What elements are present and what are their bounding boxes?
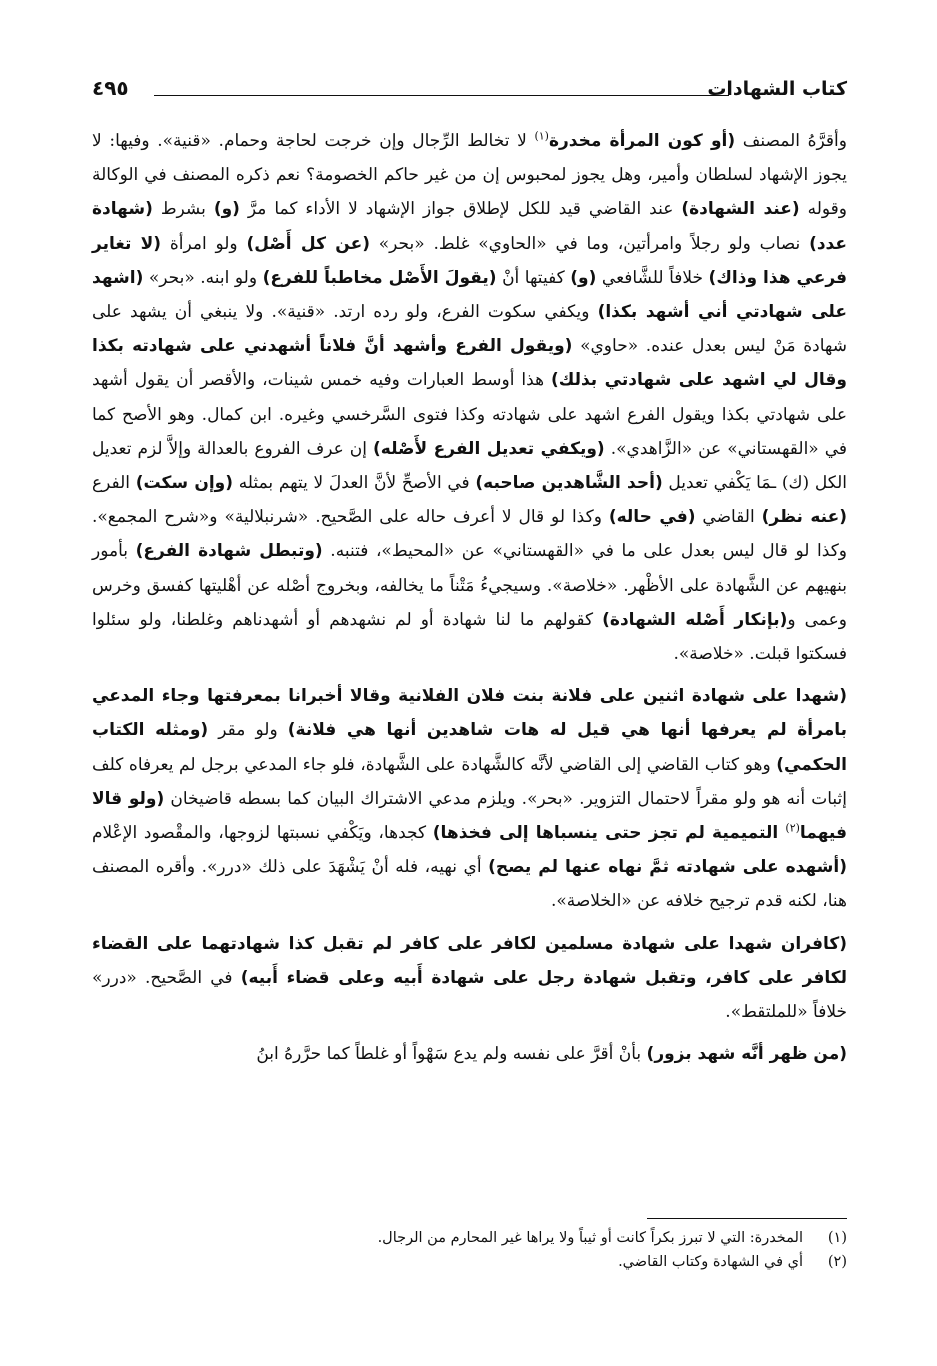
text-run: إن عرف الفروع بالعدالة وإلاَّ لزم تعديل الكل (ك) ـمَا يَكْفي تعديل: [92, 438, 847, 494]
text-run: أي نهيه، فله أنْ يَشْهَدَ على ذلك «درر». وأقره المصنف هنا، لكنه قدم ترجيح خلافه عن «الخلاصة».: [92, 857, 847, 912]
matn-text: (اشهد على شهادتي أني أشهد بكذا): [92, 267, 847, 323]
matn-text: (أو كون المرأة مخدرة: [548, 131, 736, 151]
text-run: بأنْ أقرَّ على نفسه ولم يدع سَهْواً أو غلطاً كما حرَّرهُ ابنُ: [256, 1044, 647, 1065]
matn-text: (وإن سكت): [135, 473, 233, 494]
matn-text: (و): [570, 267, 597, 288]
matn-text: (كافران شهدا على شهادة مسلمين لكافر على كافر لم تقبل كذا شهادتهما على القضاء لكافر على كافر، وتقبل شهادة رجل على شهادة أَبيه وعلى قضاء أَبيه): [92, 933, 847, 988]
footnote: [147, 1250, 847, 1274]
text-run: في الأصحِّ لأنَّ العدلَ لا يتهم بمثله: [233, 473, 476, 494]
matn-text: (شهدا على شهادة اثنين على فلانة بنت فلان الفلانية وقالا أخبرانا بمعرفتها وجاء المدعي بامرأة لم يعرفها أنها هي قيل له هات شاهدين أنها هي فلانة): [92, 686, 848, 741]
text-run: ولو مقر: [208, 720, 288, 741]
text-run: الفرع: [92, 473, 136, 494]
footnote-ref: (١): [534, 129, 549, 143]
footnote-number: (١): [827, 1230, 847, 1246]
paragraph-2: [92, 679, 847, 918]
matn-text: (بإنكار أَصْله الشهادة): [602, 609, 788, 630]
text-run: وأقرَّهُ المصنف: [735, 131, 847, 151]
matn-text: (أحد الشَّاهدين صاحبه): [475, 473, 663, 494]
footnote-ref: (٢): [785, 821, 800, 835]
matn-text: (عند الشهادة): [681, 199, 800, 220]
text-run: كفيتها أنْ: [496, 267, 571, 288]
footnote-rule: [647, 1218, 847, 1219]
footnote-text: أي في الشهادة وكتاب القاضي.: [618, 1254, 803, 1270]
text-run: في الصَّحيح. «درر» خلافاً «للملتقط».: [92, 967, 847, 1023]
text-run: خلافاً للشَّافعي: [596, 267, 709, 288]
matn-text: التميمية لم تجز حتى ينسباها إلى فخذها): [432, 823, 786, 844]
matn-text: (من ظهر أنَّه شهد بزور): [646, 1044, 847, 1065]
footnote-number: (٢): [827, 1254, 847, 1270]
matn-text: (يقولَ الأَصْل مخاطباً للفرع): [262, 267, 497, 288]
text-run: لا تخالط الرِّجال وإن خرجت لحاجة وحمام. «قنية». وفيها: لا يجوز الإشهاد لسلطان وأمير، وهل يجوز لمحبوس إن من غير حاكم الخصومة؟ نعم ذكره المصنف في الوكالة وقوله: [92, 131, 847, 220]
text-run: ولو ابنه. «بحر»: [143, 267, 263, 288]
matn-text: (ومثله الكتاب الحكمي): [92, 720, 847, 775]
matn-text: (و): [213, 199, 240, 220]
chapter-title: كتاب الشهادات: [707, 78, 847, 100]
matn-text: (لا تغاير فرعي هذا وذاك): [92, 233, 848, 288]
footnote: [147, 1226, 847, 1250]
text-run: بشرط: [152, 199, 214, 220]
paragraph-1: [92, 124, 847, 671]
matn-text: (وتبطل شهادة الفرع): [135, 541, 323, 562]
text-run: كقولهم ما لنا شهادة أو لم نشهدهم أو أشهدناهم وغلطنا، ولو سئلوا فسكتوا قبلت. «خلاصة».: [92, 609, 847, 665]
paragraph-4: [92, 1037, 847, 1071]
matn-text: (عنه نظر): [761, 507, 847, 528]
text-run: ولو امرأة: [161, 233, 247, 254]
matn-text: (عن كل أَصْل): [246, 233, 370, 254]
running-header: [92, 78, 847, 112]
text-run: نصاب ولو رجلاً وامرأتين، وما في «الحاوي» غلط. «بحر»: [369, 233, 810, 254]
matn-text: (أشهده على شهادته ثمَّ نهاه عنها لم يصح): [488, 857, 847, 878]
matn-text: (ولو قالا فيهما: [92, 788, 847, 844]
footnotes: [147, 1226, 847, 1274]
text-run: كجدها، ويَكْفي نسبتها لزوجها، والمقْصود الإعْلام: [92, 823, 433, 844]
header-rule: [154, 95, 729, 96]
text-run: بأمور بنهيهم عن الشَّهادة على الأظْهر. «خلاصة». وسيجيءُ مَتْناً ما يخالفه، وبخروج أصْله عن أهْليتها كفسق وخرس وعمى و: [92, 541, 847, 630]
text-run: هذا أوسط العبارات وفيه خمس شينات، والأقصر أن يقول أشهد على شهادتي بكذا ويقول الفرع اشهد على شهادته وكذا فتوى السَّرخسي وغيره. ابن كمال. وهو الأصح كما في «القهستاني» عن «الزَّاهدي».: [92, 370, 848, 459]
main-text: [92, 124, 847, 1071]
matn-text: (ويقول الفرع وأشهد أنَّ فلاناً أشهدني على شهادته بكذا وقال لي اشهد على شهادتي بذلك): [92, 336, 847, 391]
footnote-text: المخدرة: التي لا تبرز بكراً كانت أو ثيباً ولا يراها غير المحارم من الرجال.: [377, 1230, 803, 1246]
matn-text: (شهادة عدد): [92, 199, 847, 254]
matn-text: (ويكفي تعديل الفرع لأَصْله): [373, 438, 605, 459]
text-run: وهو كتاب القاضي إلى القاضي لأنَّه كالشَّهادة على الشَّهادة، فلو جاء المدعي برجل لم يعرفاه كلف إثبات أنه هو ولو مقراً لاحتمال التزوير. «بحر». ويلزم مدعي الاشتراك البيان كما بسطه قاضيخان: [92, 754, 847, 809]
page-number: ٤٩٥: [92, 76, 129, 100]
text-run: القاضي: [695, 507, 762, 528]
matn-text: (في حاله): [608, 507, 696, 528]
text-run: عند القاضي قيد للكل لإطلاق جواز الإشهاد لا الأداء كما مرَّ: [239, 199, 682, 220]
text-run: وكذا لو قال لا أعرف حاله على الصَّحيح. «شرنبلالية» و«شرح المجمع». وكذا لو قال ليس بعدل على ما في «القهستاني» عن «المحيط»، فتنبه.: [92, 507, 848, 562]
paragraph-3: [92, 927, 847, 1030]
text-run: ويكفي سكوت الفرع، ولو رده ارتد. «قنية». ولا ينبغي أن يشهد على شهادة مَنْ ليس بعدل عنده. «حاوي»: [92, 302, 847, 357]
